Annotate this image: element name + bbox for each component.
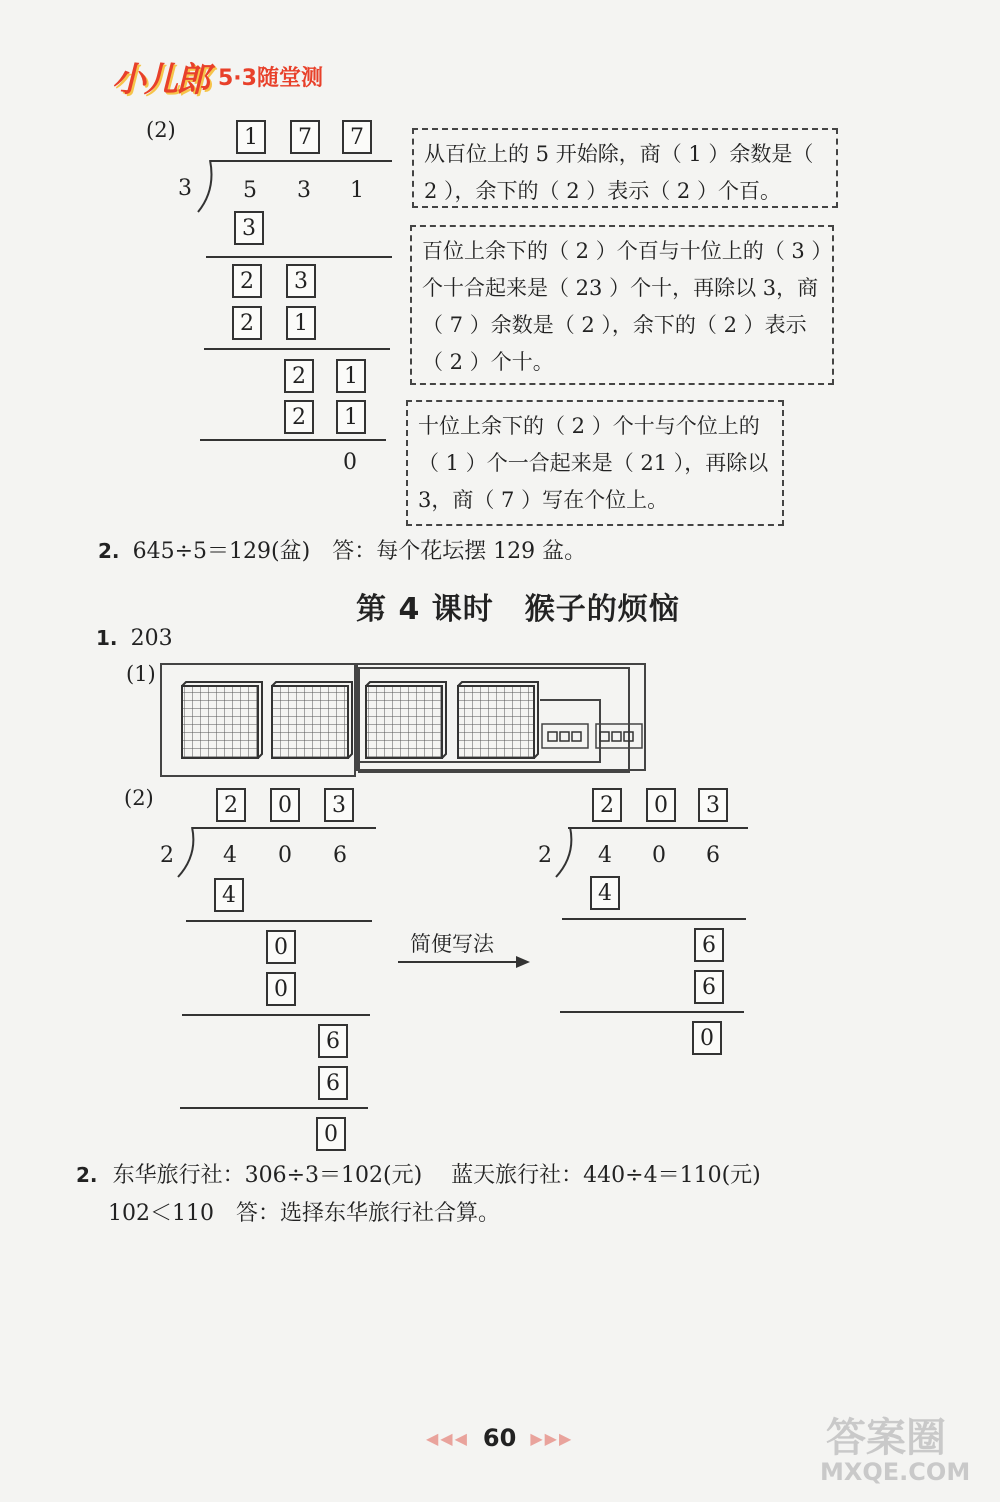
dividend-digit: 4 xyxy=(223,843,237,868)
divisor: 3 xyxy=(178,176,192,201)
division-bracket xyxy=(196,160,216,214)
lesson-q2-line1: 东华旅行社：306÷3＝102(元) 蓝天旅行社：440÷4＝110(元) xyxy=(112,1163,761,1188)
quotient-digit: 3 xyxy=(324,788,354,822)
step-line xyxy=(562,918,746,920)
step-line xyxy=(206,256,392,258)
question-number: 2. xyxy=(76,1163,98,1187)
explanation-box-3: 十位上余下的（ 2 ）个十与个位上的（ 1 ）个一合起来是（ 21 ），再除以 3，商（ 7 ）写在个位上。 xyxy=(406,400,784,526)
part1-label: (2) xyxy=(146,118,176,142)
step-box: 2 xyxy=(284,359,314,393)
page-footer xyxy=(426,1424,573,1452)
dividend-digit: 6 xyxy=(333,843,347,868)
step-box: 6 xyxy=(694,928,724,962)
watermark-url: MXQE.COM xyxy=(820,1458,971,1486)
brand-main: 小儿郎 xyxy=(112,60,208,100)
right-arrow-icon xyxy=(398,954,532,970)
step-box: 6 xyxy=(318,1024,348,1058)
step-box: 0 xyxy=(266,972,296,1006)
hundreds-block xyxy=(458,682,538,758)
step-box: 1 xyxy=(286,306,316,340)
step-line xyxy=(560,1011,744,1013)
hundreds-block xyxy=(366,682,446,758)
lesson-q2-line2: 102＜110 答：选择东华旅行社合算。 xyxy=(108,1201,500,1226)
watermark-logo: 答案圈 xyxy=(826,1415,946,1461)
page-number: 60 xyxy=(482,1424,517,1452)
question-number: 2. xyxy=(98,539,120,563)
dividend-digit: 0 xyxy=(652,843,666,868)
step-box: 2 xyxy=(232,306,262,340)
arrow-label: 简便写法 xyxy=(410,932,494,956)
divisor: 2 xyxy=(160,843,174,868)
division-bracket xyxy=(554,827,576,879)
divisor: 2 xyxy=(538,843,552,868)
division-bar xyxy=(210,160,392,162)
step-box: 6 xyxy=(318,1066,348,1100)
quotient-digit: 7 xyxy=(290,120,320,154)
lesson-question-2 xyxy=(76,1158,761,1189)
step-line xyxy=(200,439,386,441)
question-number: 1. xyxy=(96,626,118,650)
quotient-digit: 3 xyxy=(698,788,728,822)
quotient-digit: 7 xyxy=(342,120,372,154)
step-box: 0 xyxy=(692,1021,722,1055)
subpart-2-label: (2) xyxy=(124,786,154,810)
dividend-digit: 6 xyxy=(706,843,720,868)
step-box: 4 xyxy=(590,876,620,910)
lesson-question-1 xyxy=(96,626,173,651)
dividend-digit: 0 xyxy=(278,843,292,868)
step-box: 2 xyxy=(284,400,314,434)
division-bar xyxy=(568,827,748,829)
quotient-digit: 2 xyxy=(592,788,622,822)
hundreds-block xyxy=(272,682,352,758)
brand-sub: 5·3随堂测 xyxy=(218,66,323,91)
step-line xyxy=(180,1107,368,1109)
hundreds-block xyxy=(182,682,262,758)
step-box: 2 xyxy=(232,264,262,298)
division-bracket xyxy=(176,827,198,879)
explanation-box-2: 百位上余下的（ 2 ）个百与十位上的（ 3 ）个十合起来是（ 23 ）个十，再除以 3，商（ 7 ）余数是（ 2 ），余下的（ 2 ）表示（ 2 ）个十。 xyxy=(410,225,834,385)
subpart-1-label: (1) xyxy=(126,662,156,686)
brand-logo xyxy=(112,52,323,101)
question-2-answer: 645÷5＝129(盆) 答：每个花坛摆 129 盆。 xyxy=(132,539,587,564)
base-ten-blocks-diagram xyxy=(160,660,650,778)
quotient-digit: 0 xyxy=(646,788,676,822)
right-arrows-icon: ▶▶▶ xyxy=(530,1428,574,1448)
division-bar xyxy=(192,827,376,829)
step-box: 0 xyxy=(266,930,296,964)
remainder: 0 xyxy=(343,450,357,475)
lesson-title: 第 4 课时 猴子的烦恼 xyxy=(356,592,680,627)
step-line xyxy=(204,348,390,350)
step-line xyxy=(182,1014,370,1016)
quotient-digit: 2 xyxy=(216,788,246,822)
step-box: 3 xyxy=(286,264,316,298)
step-box: 4 xyxy=(214,878,244,912)
dividend-digit: 3 xyxy=(297,178,311,203)
step-box: 1 xyxy=(336,359,366,393)
dividend-digit: 1 xyxy=(350,178,364,203)
question-2 xyxy=(98,534,586,565)
dividend-digit: 5 xyxy=(243,178,257,203)
step-box: 6 xyxy=(694,970,724,1004)
unit-cubes xyxy=(548,732,633,741)
left-arrows-icon: ◀◀◀ xyxy=(426,1428,469,1448)
lesson-q1-answer: 203 xyxy=(130,626,173,651)
step-box: 0 xyxy=(316,1117,346,1151)
step-box: 1 xyxy=(336,400,366,434)
quotient-digit: 1 xyxy=(236,120,266,154)
explanation-box-1: 从百位上的 5 开始除，商（ 1 ）余数是（ 2 ），余下的（ 2 ）表示（ 2 ）个百。 xyxy=(412,128,838,208)
quotient-digit: 0 xyxy=(270,788,300,822)
step-line xyxy=(186,920,372,922)
step-box: 3 xyxy=(234,211,264,245)
dividend-digit: 4 xyxy=(598,843,612,868)
